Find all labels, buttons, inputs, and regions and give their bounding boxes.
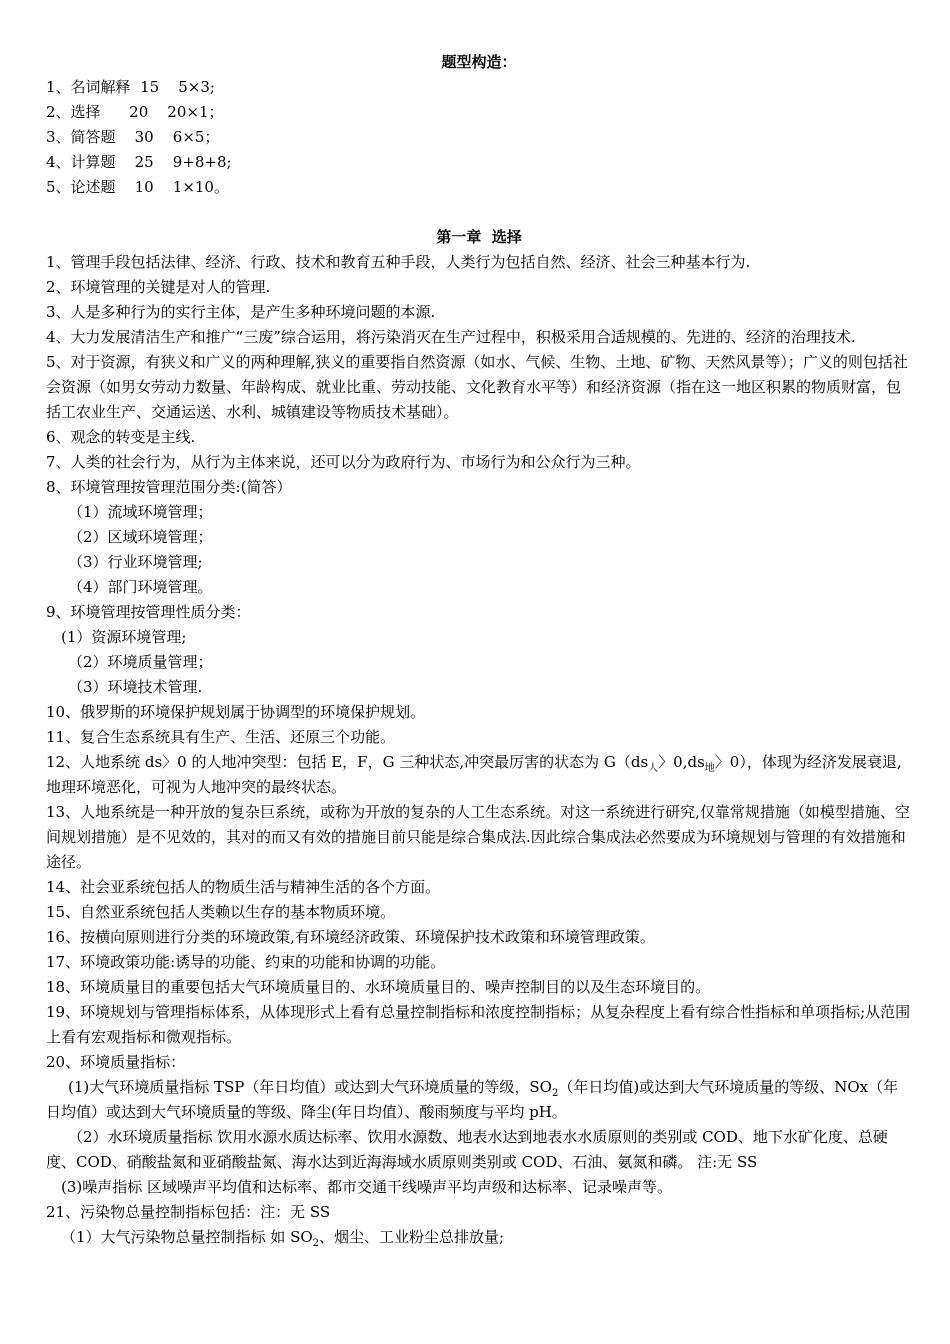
text-run: 〉0），体现为经济发展衰退,地理环境恶化，可视为人地冲突的最终状态。 <box>46 753 902 796</box>
subscript: 2 <box>551 1088 559 1099</box>
paragraph: 13、人地系统是一种开放的复杂巨系统，或称为开放的复杂的人工生态系统。对这一系统进行研究,仅靠常规措施（如模型措施、空间规划措施）是不见效的，其对的而又有效的措施目前只能是综合集成法.因此综合集成法必然要成为环境规划与管理的有效措施和途径。 <box>46 803 910 871</box>
list-item: 1、名词解释 15 5×3; <box>46 78 215 96</box>
list-item: 4、计算题 25 9+8+8; <box>46 153 232 171</box>
paragraph: 18、环境质量目的重要包括大气环境质量目的、水环境质量目的、噪声控制目的以及生态环境目的。 <box>46 978 711 996</box>
paragraph: 15、自然亚系统包括人类赖以生存的基本物质环境。 <box>46 903 396 921</box>
paragraph: 7、人类的社会行为，从行为主体来说，还可以分为政府行为、市场行为和公众行为三种。 <box>46 453 641 471</box>
paragraph: 11、复合生态系统具有生产、生活、还原三个功能。 <box>46 728 396 746</box>
paragraph: (3)噪声指标 区域噪声平均值和达标率、都市交通干线噪声平均声级和达标率、记录噪声等。 <box>61 1178 673 1196</box>
text-run: （年日均值)或达到大气环境质量的等级、NOx（年日均值）或达到大气环境质量的等级、降尘(年日均值）、酸雨频度与平均 pH。 <box>46 1078 899 1121</box>
paragraph: 19、环境规划与管理指标体系，从体现形式上看有总量控制指标和浓度控制指标；从复杂程度上看有综合性指标和单项指标;从范围上看有宏观指标和微观指标。 <box>46 1003 911 1046</box>
subscript: 地 <box>704 763 715 774</box>
paragraph <box>46 750 912 800</box>
paragraph: 3、人是多种行为的实行主体，是产生多种环境问题的本源. <box>46 303 436 321</box>
paragraph: 4、大力发展清洁生产和推广“三废”综合运用，将污染消灭在生产过程中，积极采用合适规模的、先进的、经济的治理技术. <box>46 328 856 346</box>
paragraph <box>46 1075 912 1125</box>
sub-item: （2）区域环境管理； <box>68 528 213 546</box>
document-page <box>46 50 912 1250</box>
paragraph: 5、对于资源，有狭义和广义的两种理解,狭义的重要指自然资源（如水、气候、生物、土地、矿物、天然风景等）；广义的则包括社会资源（如男女劳动力数量、年龄构成、就业比重、劳动技能、文化教育水平等）和经济资源（指在这一地区积累的物质财富，包括工农业生产、交通运送、水利、城镇建设等物质技术基础）。 <box>46 353 908 421</box>
text-run: 、烟尘、工业粉尘总排放量; <box>319 1228 505 1246</box>
section-title-question-types: 题型构造： <box>441 53 517 71</box>
paragraph: 9、环境管理按管理性质分类： <box>46 603 251 621</box>
text-run: (1)大气环境质量指标 TSP（年日均值）或达到大气环境质量的等级，SO <box>68 1078 552 1096</box>
spacer <box>46 200 912 225</box>
list-item: 2、选择 20 20×1； <box>46 103 224 121</box>
sub-item: （2）环境质量管理； <box>68 653 213 671</box>
text-run: （1）大气污染物总量控制指标 如 SO <box>61 1228 313 1246</box>
paragraph: （2）水环境质量指标 饮用水源水质达标率、饮用水源数、地表水达到地表水水质原则的类别或 COD、地下水矿化度、总硬度、COD、硝酸盐氮和亚硝酸盐氮、海水达到近海海域水质原则类别或 COD、石油、氨氮和磷。 注:无 SS <box>46 1128 888 1171</box>
sub-item <box>46 1225 912 1250</box>
paragraph: 10、俄罗斯的环境保护规划属于协调型的环境保护规划。 <box>46 703 426 721</box>
paragraph: 20、环境质量指标： <box>46 1053 186 1071</box>
subscript: 人 <box>648 763 659 774</box>
paragraph: 21、污染物总量控制指标包括：注：无 SS <box>46 1203 331 1221</box>
paragraph: 16、按横向原则进行分类的环境政策,有环境经济政策、环境保护技术政策和环境管理政策。 <box>46 928 655 946</box>
list-item: 5、论述题 10 1×10。 <box>46 178 229 196</box>
sub-item: （3）环境技术管理. <box>68 678 203 696</box>
text-run: 〉0,ds <box>658 753 705 771</box>
list-item: 3、简答题 30 6×5； <box>46 128 220 146</box>
paragraph: 14、社会亚系统包括人的物质生活与精神生活的各个方面。 <box>46 878 441 896</box>
paragraph: 17、环境政策功能:诱导的功能、约束的功能和协调的功能。 <box>46 953 446 971</box>
paragraph: 2、环境管理的关键是对人的管理. <box>46 278 271 296</box>
sub-item: （4）部门环境管理。 <box>68 578 213 596</box>
paragraph: 6、观念的转变是主线. <box>46 428 196 446</box>
paragraph: 1、管理手段包括法律、经济、行政、技术和教育五种手段，人类行为包括自然、经济、社会三种基本行为. <box>46 253 751 271</box>
sub-item: （3）行业环境管理; <box>68 553 203 571</box>
paragraph: 8、环境管理按管理范围分类:(简答） <box>46 478 292 496</box>
subscript: 2 <box>312 1238 320 1249</box>
sub-item: (1）资源环境管理; <box>61 628 187 646</box>
section-title-chapter-one: 第一章 选择 <box>436 228 522 246</box>
sub-item: （1）流域环境管理； <box>68 503 213 521</box>
text-run: 12、人地系统 ds〉0 的人地冲突型：包括 E，F，G 三种状态,冲突最厉害的状态为 G（ds <box>46 753 649 771</box>
